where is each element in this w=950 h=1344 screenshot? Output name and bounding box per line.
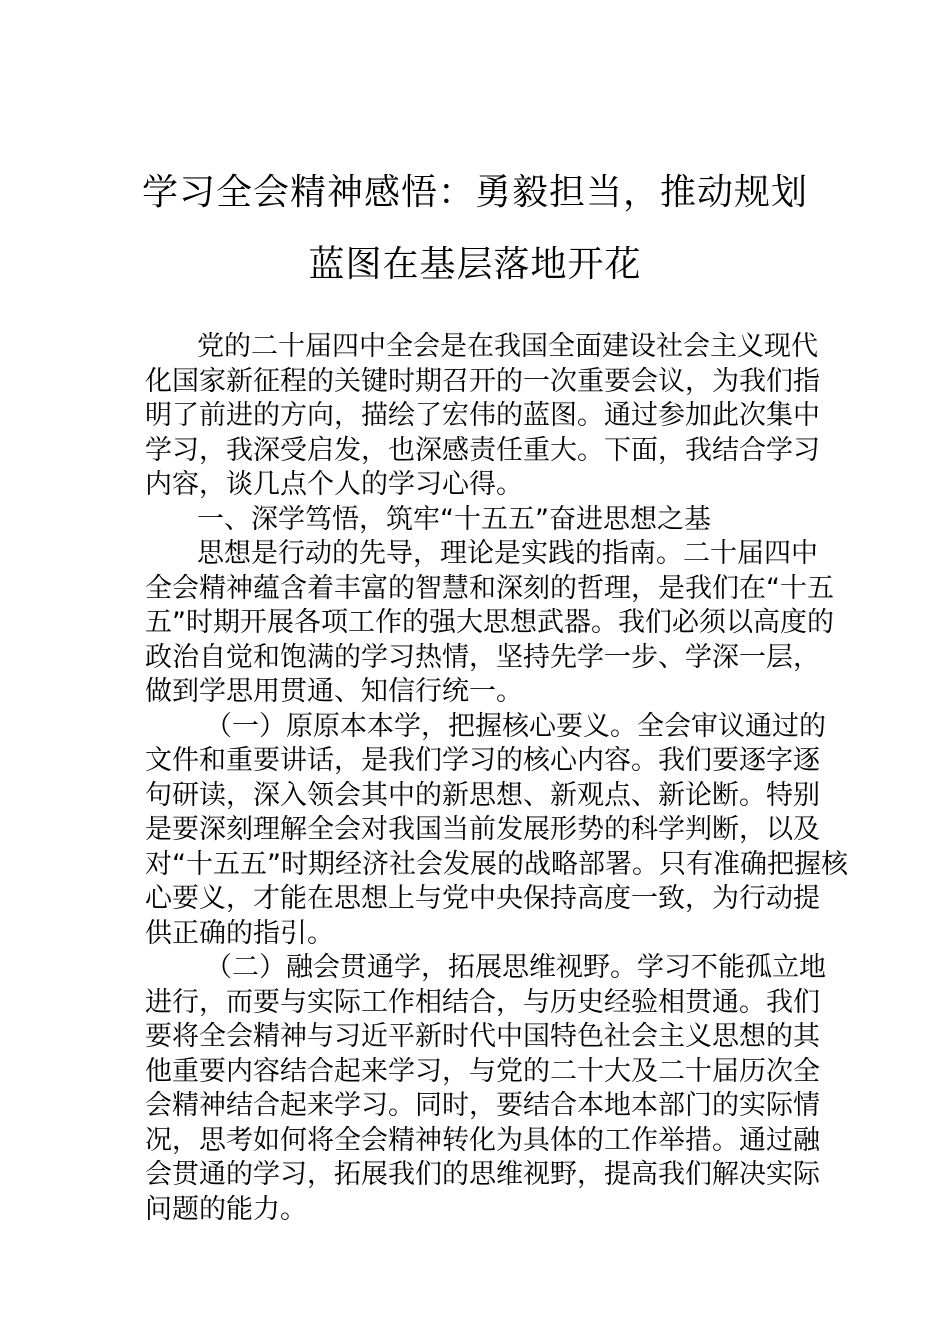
section-heading [145, 503, 810, 538]
text-line: 党的二十届四中全会是在我国全面建设社会主义现代 [197, 331, 818, 362]
text-line: 是要深刻理解全会对我国当前发展形势的科学判断，以及 [145, 814, 820, 845]
text-line: 问题的能力。 [145, 1193, 307, 1225]
text-line: （一）原原本本学，把握核心要义。全会审议通过的 [205, 710, 826, 742]
text-line: 况，思考如何将全会精神转化为具体的工作举措。通过融 [145, 1124, 820, 1156]
text-line: 内容，谈几点个人的学习心得。 [145, 469, 523, 500]
text-line: 文件和重要讲话，是我们学习的核心内容。我们要逐字逐 [145, 745, 820, 776]
text-line: 心要义，才能在思想上与党中央保持高度一致，为行动提 [145, 883, 820, 914]
text-line: 对“十五五”时期经济社会发展的战略部署。只有准确把握核 [145, 848, 848, 880]
text-line: 一、深学笃悟，筑牢“十五五”奋进思想之基 [197, 503, 711, 535]
text-line: （二）融会贯通学，拓展思维视野。学习不能孤立地 [205, 952, 826, 983]
text-line: 明了前进的方向，描绘了宏伟的蓝图。通过参加此次集中 [145, 400, 820, 431]
text-line: 他重要内容结合起来学习，与党的二十大及二十届历次全 [145, 1055, 820, 1087]
paragraph [145, 330, 820, 503]
text-line: 思想是行动的先导，理论是实践的指南。二十届四中 [197, 538, 818, 569]
text-line: 会贯通的学习，拓展我们的思维视野，提高我们解决实际 [145, 1159, 820, 1190]
text-line: 化国家新征程的关键时期召开的一次重要会议，为我们指 [145, 365, 820, 397]
text-line: 供正确的指引。 [145, 917, 334, 949]
paragraph [145, 951, 826, 1227]
document-title-line-2: 蓝图在基层落地开花 [308, 244, 642, 285]
text-line: 政治自觉和饱满的学习热情，坚持先学一步、学深一层， [145, 641, 820, 673]
text-line: 要将全会精神与习近平新时代中国特色社会主义思想的其 [145, 1021, 820, 1052]
paragraph [145, 537, 834, 710]
paragraph [145, 710, 848, 952]
text-line: 句研读，深入领会其中的新思想、新观点、新论断。特别 [145, 779, 820, 811]
document-title-line-1: 学习全会精神感悟：勇毅担当，推动规划 [141, 172, 808, 213]
document-body [145, 330, 848, 1227]
text-line: 五”时期开展各项工作的强大思想武器。我们必须以高度的 [145, 607, 834, 638]
text-line: 全会精神蕴含着丰富的智慧和深刻的哲理，是我们在“十五 [145, 572, 834, 604]
text-line: 进行，而要与实际工作相结合，与历史经验相贯通。我们 [145, 986, 820, 1018]
text-line: 学习，我深受启发，也深感责任重大。下面，我结合学习 [145, 434, 820, 466]
text-line: 做到学思用贯通、知信行统一。 [145, 676, 523, 707]
text-line: 会精神结合起来学习。同时，要结合本地本部门的实际情 [145, 1090, 820, 1121]
